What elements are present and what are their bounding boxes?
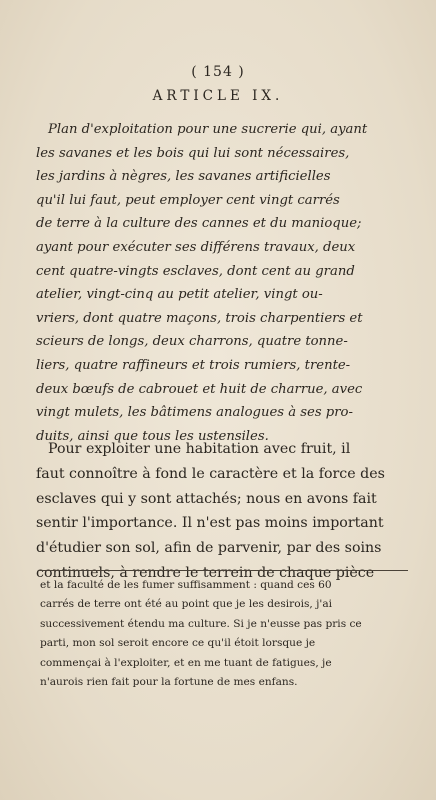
footnote-line: successivement étendu ma culture. Si je n'eusse pas pris ce xyxy=(40,617,362,630)
body-paragraph xyxy=(36,437,412,586)
article-heading: ARTICLE IX. xyxy=(152,88,284,104)
summary-line: vingt mulets, les bâtimens analogues à ses pro- xyxy=(36,405,353,421)
body-line: Pour exploiter une habitation avec fruit, il xyxy=(48,441,351,457)
summary-line: deux bœufs de cabrouet et huit de charrue, avec xyxy=(36,381,363,397)
summary-line: vriers, dont quatre maçons, trois charpentiers et xyxy=(36,310,363,326)
body-line: faut connoître à fond le caractère et la force des xyxy=(36,465,385,482)
body-line: sentir l'importance. Il n'est pas moins important xyxy=(36,515,384,532)
footnote-line: carrés de terre ont été au point que je les desirois, j'ai xyxy=(40,598,333,611)
summary-line: atelier, vingt-cinq au petit atelier, vingt ou- xyxy=(36,287,323,303)
summary-line: liers, quatre raffineurs et trois rumiers, trente- xyxy=(36,357,351,373)
body-line: continuels, à rendre le terrein de chaque pièce xyxy=(36,564,375,581)
footnote-line: commençai à l'exploiter, et en me tuant de fatigues, je xyxy=(40,656,332,669)
summary-line: les jardins à nègres, les savanes artificielles xyxy=(36,169,331,185)
footnote xyxy=(40,576,412,692)
summary-line: Plan d'exploitation pour une sucrerie qui, ayant xyxy=(48,122,368,137)
summary-line: scieurs de longs, deux charrons, quatre tonne- xyxy=(36,334,348,350)
footnote-line: et la faculté de les fumer suffisamment : quand ces 60 xyxy=(40,579,332,591)
footnote-line: n'aurois rien fait pour la fortune de mes enfans. xyxy=(40,676,298,689)
summary-line: les savanes et les bois qui lui sont nécessaires, xyxy=(36,145,350,161)
footnote-divider xyxy=(38,570,408,571)
footnote-line: parti, mon sol seroit encore ce qu'il étoit lorsque je xyxy=(40,637,316,650)
body-line: d'étudier son sol, afin de parvenir, par des soins xyxy=(36,540,382,557)
summary-line: qu'il lui faut, peut employer cent vingt carrés xyxy=(36,192,340,208)
body-line: esclaves qui y sont attachés; nous en avons fait xyxy=(36,490,377,507)
summary-line: de terre à la culture des cannes et du manioque; xyxy=(36,216,362,232)
summary-line: ayant pour exécuter ses différens travaux, deux xyxy=(36,239,356,255)
page-number: ( 154 ) xyxy=(191,64,245,80)
article-summary xyxy=(36,118,412,448)
summary-line: cent quatre-vingts esclaves, dont cent au grand xyxy=(36,263,355,279)
summary-line: duits, ainsi que tous les ustensiles. xyxy=(36,428,269,444)
